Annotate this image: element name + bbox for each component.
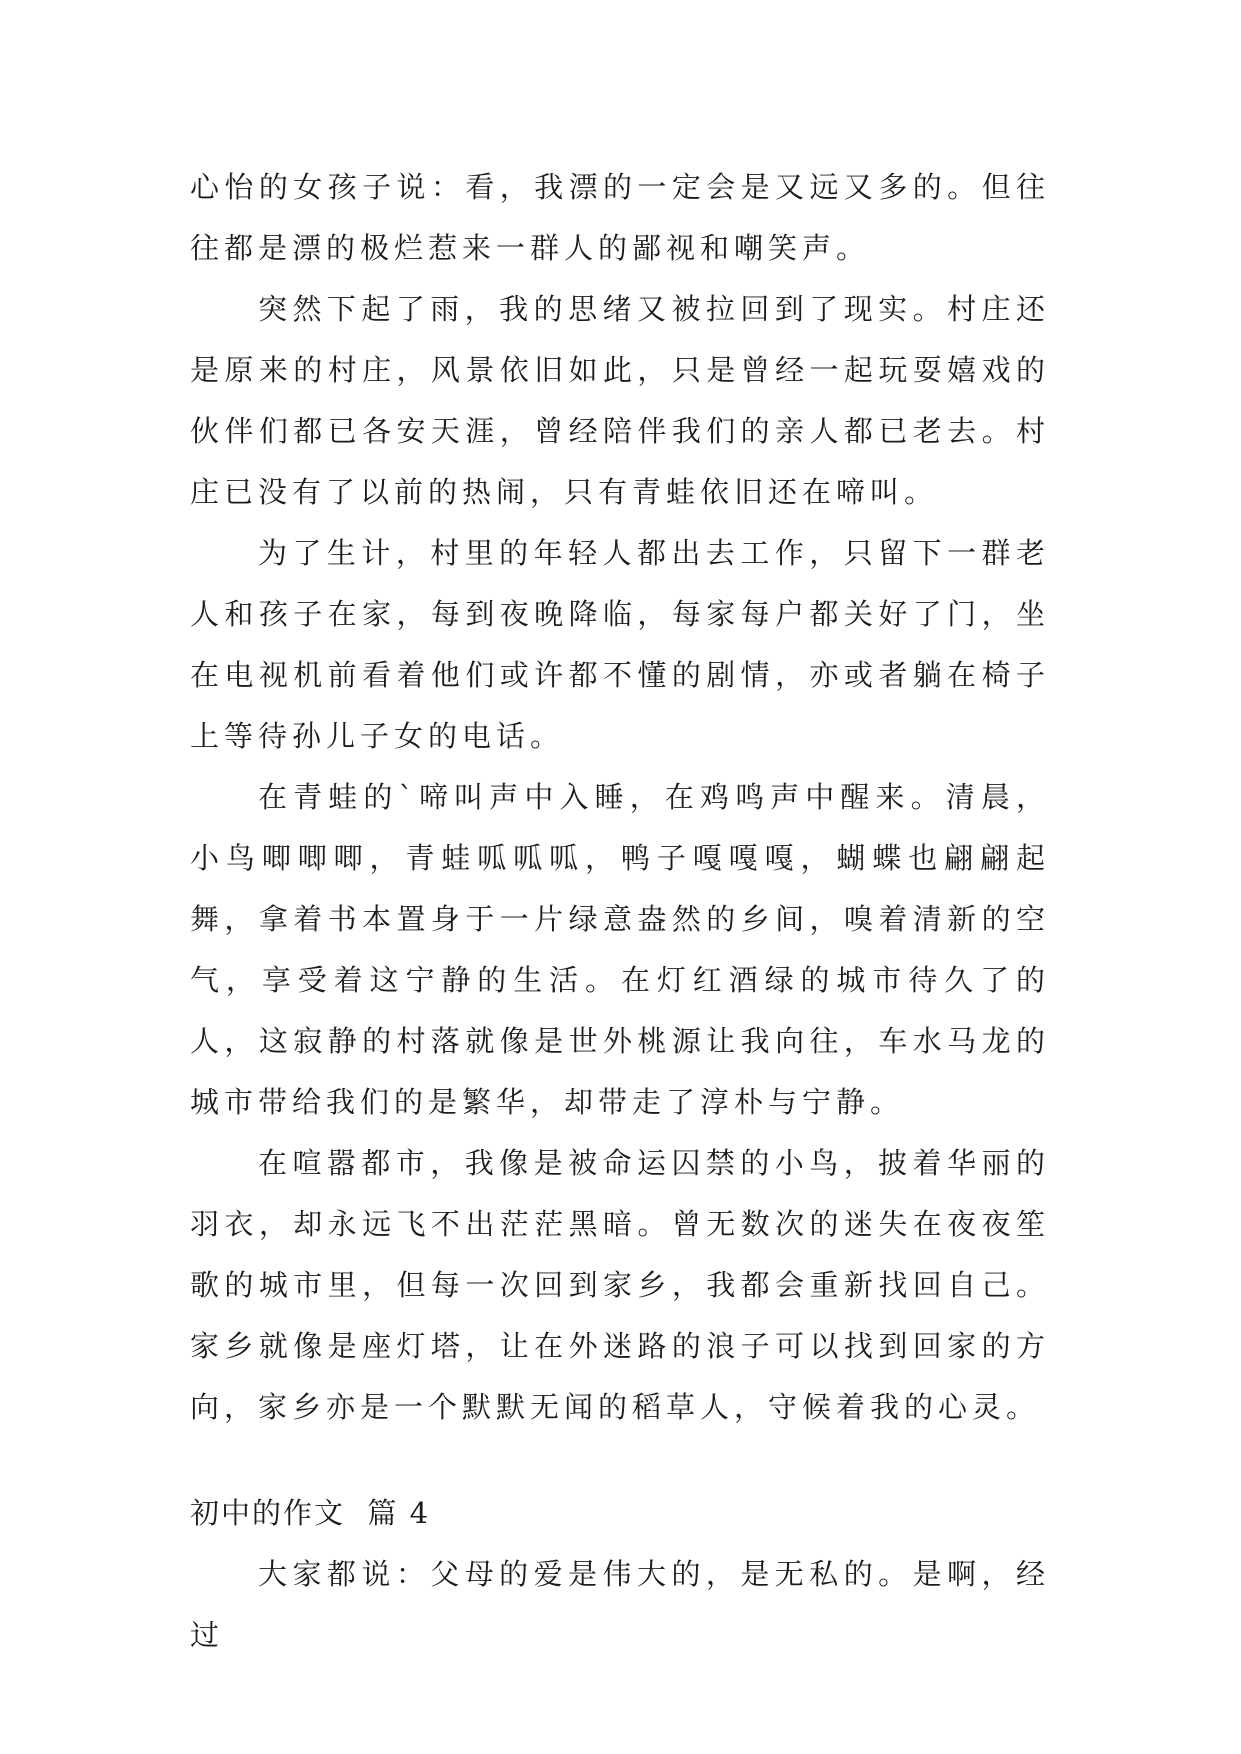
paragraph-continued: 心怡的女孩子说：看，我漂的一定会是又远又多的。但往往都是漂的极烂惹来一群人的鄙视和嘲笑声。 <box>190 170 1050 265</box>
paragraph: 在青蛙的`啼叫声中入睡，在鸡鸣声中醒来。清晨，小鸟唧唧唧，青蛙呱呱呱，鸭子嘎嘎嘎，蝴蝶也翩翩起舞，拿着书本置身于一片绿意盎然的乡间，嗅着清新的空气，享受着这宁静的生活。在灯红酒绿的城市待久了的人，这寂静的村落就像是世外桃源让我向往，车水马龙的城市带给我们的是繁华，却带走了淳朴与宁静。 <box>190 780 1050 1119</box>
paragraph: 大家都说：父母的爱是伟大的，是无私的。是啊，经过 <box>190 1557 1050 1652</box>
section-heading: 初中的作文 篇 4 <box>190 1496 431 1530</box>
paragraph: 在喧嚣都市，我像是被命运囚禁的小鸟，披着华丽的羽衣，却永远飞不出茫茫黑暗。曾无数次的迷失在夜夜笙歌的城市里，但每一次回到家乡，我都会重新找回自己。家乡就像是座灯塔，让在外迷路的浪子可以找到回家的方向，家乡亦是一个默默无闻的稻草人，守候着我的心灵。 <box>190 1146 1050 1424</box>
paragraph: 为了生计，村里的年轻人都出去工作，只留下一群老人和孩子在家，每到夜晚降临，每家每户都关好了门，坐在电视机前看着他们或许都不懂的剧情，亦或者躺在椅子上等待孙儿子女的电话。 <box>190 536 1050 753</box>
document-body <box>190 157 1050 1666</box>
paragraph: 突然下起了雨，我的思绪又被拉回到了现实。村庄还是原来的村庄，风景依旧如此，只是曾经一起玩耍嬉戏的伙伴们都已各安天涯，曾经陪伴我们的亲人都已老去。村庄已没有了以前的热闹，只有青蛙依旧还在啼叫。 <box>190 292 1050 509</box>
